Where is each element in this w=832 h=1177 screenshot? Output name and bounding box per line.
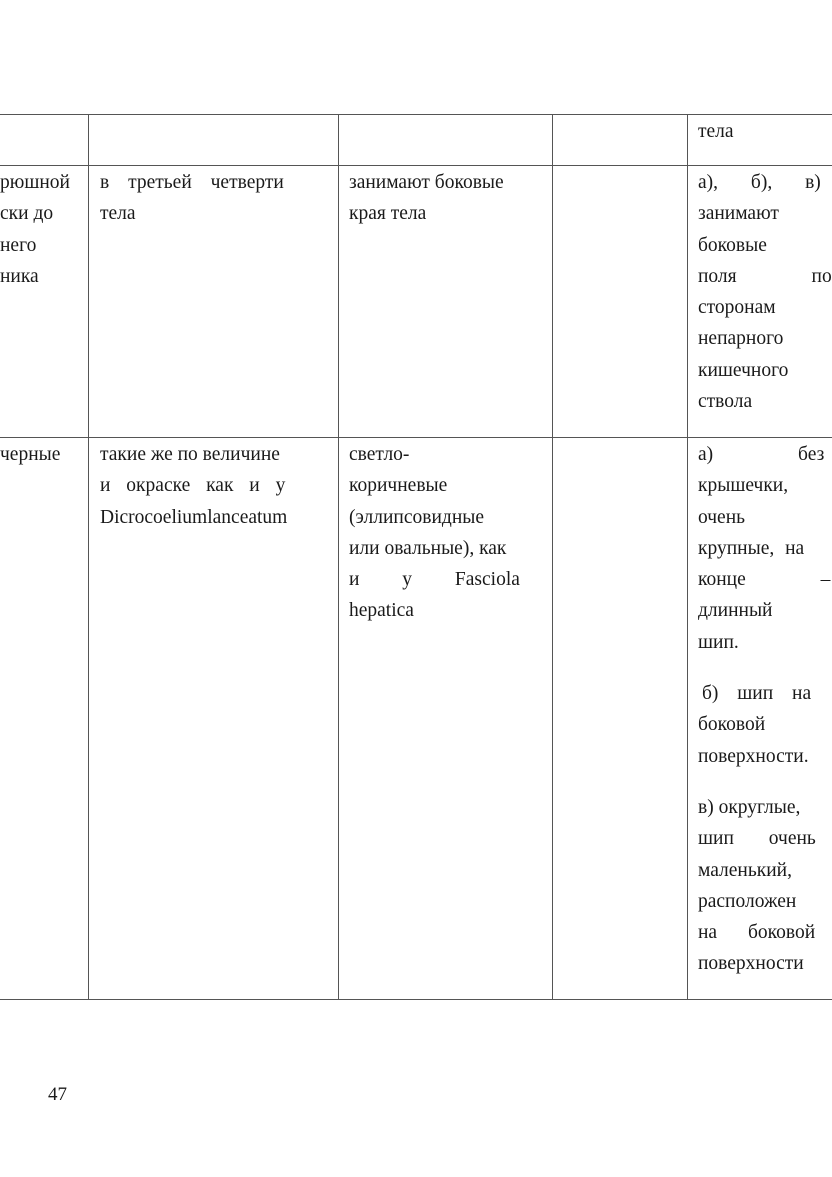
cell-line: крупные, на — [698, 537, 805, 559]
cell-line: сторонам — [698, 297, 776, 319]
cell-line: ски до — [0, 203, 54, 225]
table-cell-row1-col4 — [698, 167, 832, 417]
cell-line: тела — [698, 121, 734, 142]
cell-line: поверхности — [698, 953, 804, 975]
cell-line: непарного — [698, 328, 784, 350]
cell-line: поля по — [698, 265, 832, 287]
cell-line: конце – — [698, 569, 831, 591]
cell-line: Dicrocoeliumlanceatum — [100, 506, 288, 528]
cell-line: светло- — [349, 444, 410, 465]
paragraph-gap — [698, 772, 832, 792]
cell-line: и у Fasciola — [349, 569, 520, 591]
cell-line: маленький, — [698, 859, 792, 881]
table-cell-row1-col0 — [0, 167, 80, 292]
cell-line: него — [0, 234, 37, 256]
table-cell-row2-col0 — [0, 439, 80, 470]
cell-line: боковой — [698, 714, 766, 736]
cell-line: шип очень — [698, 828, 816, 850]
table-column-divider — [338, 114, 339, 1000]
table-cell-row0-col4 — [698, 116, 832, 147]
cell-line: на боковой — [698, 922, 816, 944]
table-row-divider — [0, 165, 832, 166]
table-cell-row2-col1 — [100, 439, 328, 533]
page-number: 47 — [48, 1084, 67, 1105]
cell-line: а) без — [698, 444, 825, 465]
cell-line: такие же по величине — [100, 444, 280, 465]
cell-line: шип. — [698, 631, 739, 653]
table-column-divider — [687, 114, 688, 1000]
cell-line: б) шип на — [702, 683, 812, 705]
cell-line: (эллипсовидные — [349, 506, 485, 528]
cell-line: крышечки, — [698, 475, 789, 497]
cell-line: длинный — [698, 600, 773, 622]
table-cell-row2-col4 — [698, 439, 832, 980]
table-column-divider — [552, 114, 553, 1000]
cell-line: ника — [0, 265, 39, 287]
cell-line: в) округлые, — [698, 796, 801, 818]
cell-line: занимают — [698, 203, 779, 225]
cell-line: а), б), в) — [698, 172, 821, 193]
cell-line: черные — [0, 444, 61, 465]
cell-line: боковые — [698, 234, 767, 256]
cell-line: ствола — [698, 391, 753, 413]
cell-line: края тела — [349, 203, 427, 225]
cell-line: поверхности. — [698, 745, 809, 767]
table-column-divider — [88, 114, 89, 1000]
cell-line: в третьей четверти — [100, 172, 284, 193]
cell-line: коричневые — [349, 475, 448, 497]
cell-line: или овальные), как — [349, 537, 507, 559]
cell-line: расположен — [698, 890, 797, 912]
cell-line: тела — [100, 203, 136, 225]
table-border-top — [0, 114, 832, 115]
cell-line: кишечного — [698, 359, 789, 381]
table-cell-row1-col2 — [349, 167, 543, 230]
cell-line: рюшной — [0, 172, 70, 193]
table-row-divider — [0, 437, 832, 438]
cell-line: очень — [698, 506, 746, 528]
cell-line: занимают боковые — [349, 172, 504, 193]
cell-line: hepatica — [349, 600, 414, 622]
table-border-bottom — [0, 999, 832, 1000]
cell-line: и окраске как и у — [100, 475, 286, 497]
paragraph-gap — [698, 658, 832, 678]
table-cell-row2-col2 — [349, 439, 543, 627]
table-cell-row1-col1 — [100, 167, 328, 230]
